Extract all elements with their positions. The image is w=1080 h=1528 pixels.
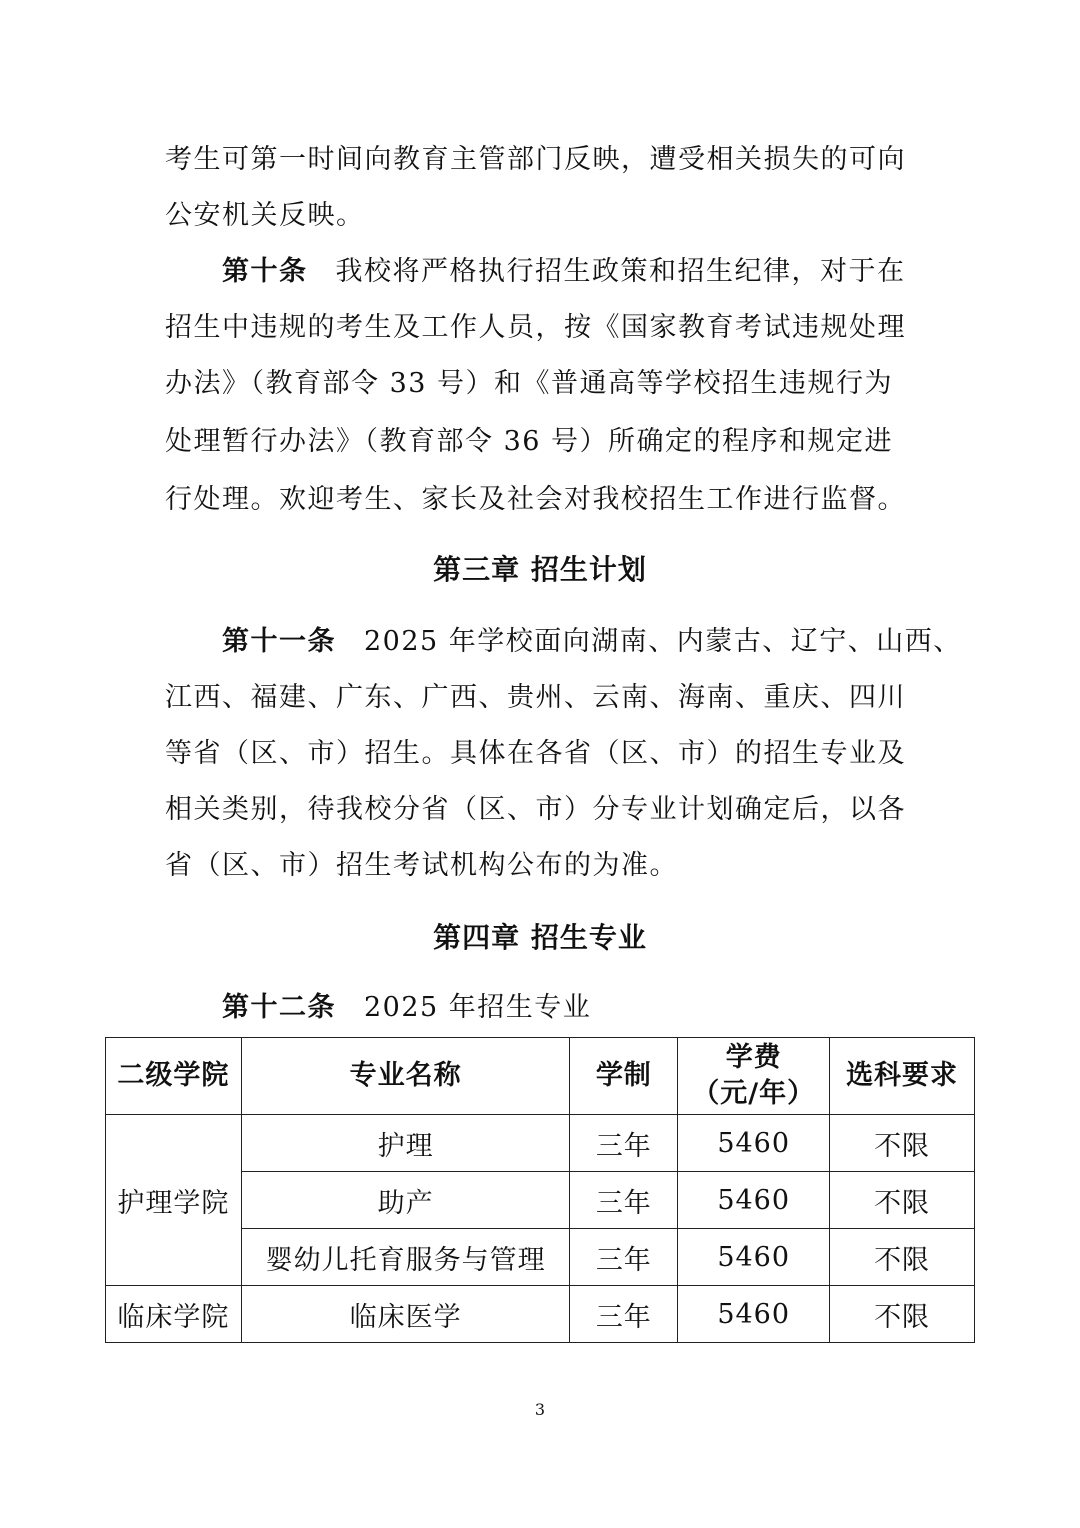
paragraph-line: 公安机关反映。 bbox=[165, 200, 365, 231]
paragraph-line: 江西、福建、广东、广西、贵州、云南、海南、重庆、四川 bbox=[165, 682, 906, 713]
fee-cell: 5460 bbox=[678, 1286, 830, 1343]
article-12-label: 第十二条 bbox=[222, 992, 336, 1023]
table-row bbox=[106, 1286, 975, 1343]
paragraph-text: 我校将严格执行招生政策和招生纪律，对于在 bbox=[335, 256, 906, 287]
paragraph-line: 考生可第一时间向教育主管部门反映，遭受相关损失的可向 bbox=[165, 144, 906, 175]
paragraph-line: 相关类别，待我校分省（区、市）分专业计划确定后，以各 bbox=[165, 794, 906, 825]
article-11-first-line bbox=[222, 614, 962, 670]
article-12-line bbox=[222, 980, 925, 1036]
table-row bbox=[106, 1115, 975, 1172]
subject-cell: 不限 bbox=[830, 1286, 975, 1343]
header-major: 专业名称 bbox=[241, 1038, 570, 1115]
table-header-row bbox=[106, 1038, 975, 1115]
paragraph-line: 处理暂行办法》（教育部令 36 号）所确定的程序和规定进 bbox=[165, 426, 894, 457]
fee-cell: 5460 bbox=[678, 1115, 830, 1172]
paragraph-line: 招生中违规的考生及工作人员，按《国家教育考试违规处理 bbox=[165, 312, 906, 343]
header-fee bbox=[678, 1038, 830, 1115]
college-cell: 临床学院 bbox=[106, 1286, 242, 1343]
subject-cell: 不限 bbox=[830, 1172, 975, 1229]
header-duration: 学制 bbox=[570, 1038, 678, 1115]
subject-cell: 不限 bbox=[830, 1115, 975, 1172]
header-college: 二级学院 bbox=[106, 1038, 242, 1115]
chapter-4-heading: 第四章 招生专业 bbox=[433, 921, 647, 954]
duration-cell: 三年 bbox=[570, 1115, 678, 1172]
article-11-label: 第十一条 bbox=[222, 626, 336, 657]
duration-cell: 三年 bbox=[570, 1172, 678, 1229]
duration-cell: 三年 bbox=[570, 1286, 678, 1343]
page-number: 3 bbox=[534, 1400, 546, 1419]
paragraph-text: 2025 年学校面向湖南、内蒙古、辽宁、山西、 bbox=[364, 626, 962, 657]
paragraph-line: 办法》（教育部令 33 号）和《普通高等学校招生违规行为 bbox=[165, 368, 894, 399]
subject-cell: 不限 bbox=[830, 1229, 975, 1286]
duration-cell: 三年 bbox=[570, 1229, 678, 1286]
majors-table bbox=[105, 1037, 975, 1343]
paragraph-line: 省（区、市）招生考试机构公布的为准。 bbox=[165, 850, 678, 881]
header-fee-line2: （元/年） bbox=[692, 1078, 816, 1109]
article-10-label: 第十条 bbox=[222, 256, 308, 287]
header-fee-line1: 学费 bbox=[725, 1042, 782, 1073]
paragraph-line: 行处理。欢迎考生、家长及社会对我校招生工作进行监督。 bbox=[165, 484, 906, 515]
college-cell: 护理学院 bbox=[106, 1115, 242, 1286]
major-cell: 护理 bbox=[241, 1115, 570, 1172]
fee-cell: 5460 bbox=[678, 1172, 830, 1229]
chapter-3-heading: 第三章 招生计划 bbox=[433, 553, 647, 586]
paragraph-text: 2025 年招生专业 bbox=[364, 992, 592, 1023]
header-subject: 选科要求 bbox=[830, 1038, 975, 1115]
major-cell: 婴幼儿托育服务与管理 bbox=[241, 1229, 570, 1286]
major-cell: 助产 bbox=[241, 1172, 570, 1229]
article-10-first-line bbox=[222, 244, 925, 300]
fee-cell: 5460 bbox=[678, 1229, 830, 1286]
major-cell: 临床医学 bbox=[241, 1286, 570, 1343]
paragraph-line: 等省（区、市）招生。具体在各省（区、市）的招生专业及 bbox=[165, 738, 906, 769]
